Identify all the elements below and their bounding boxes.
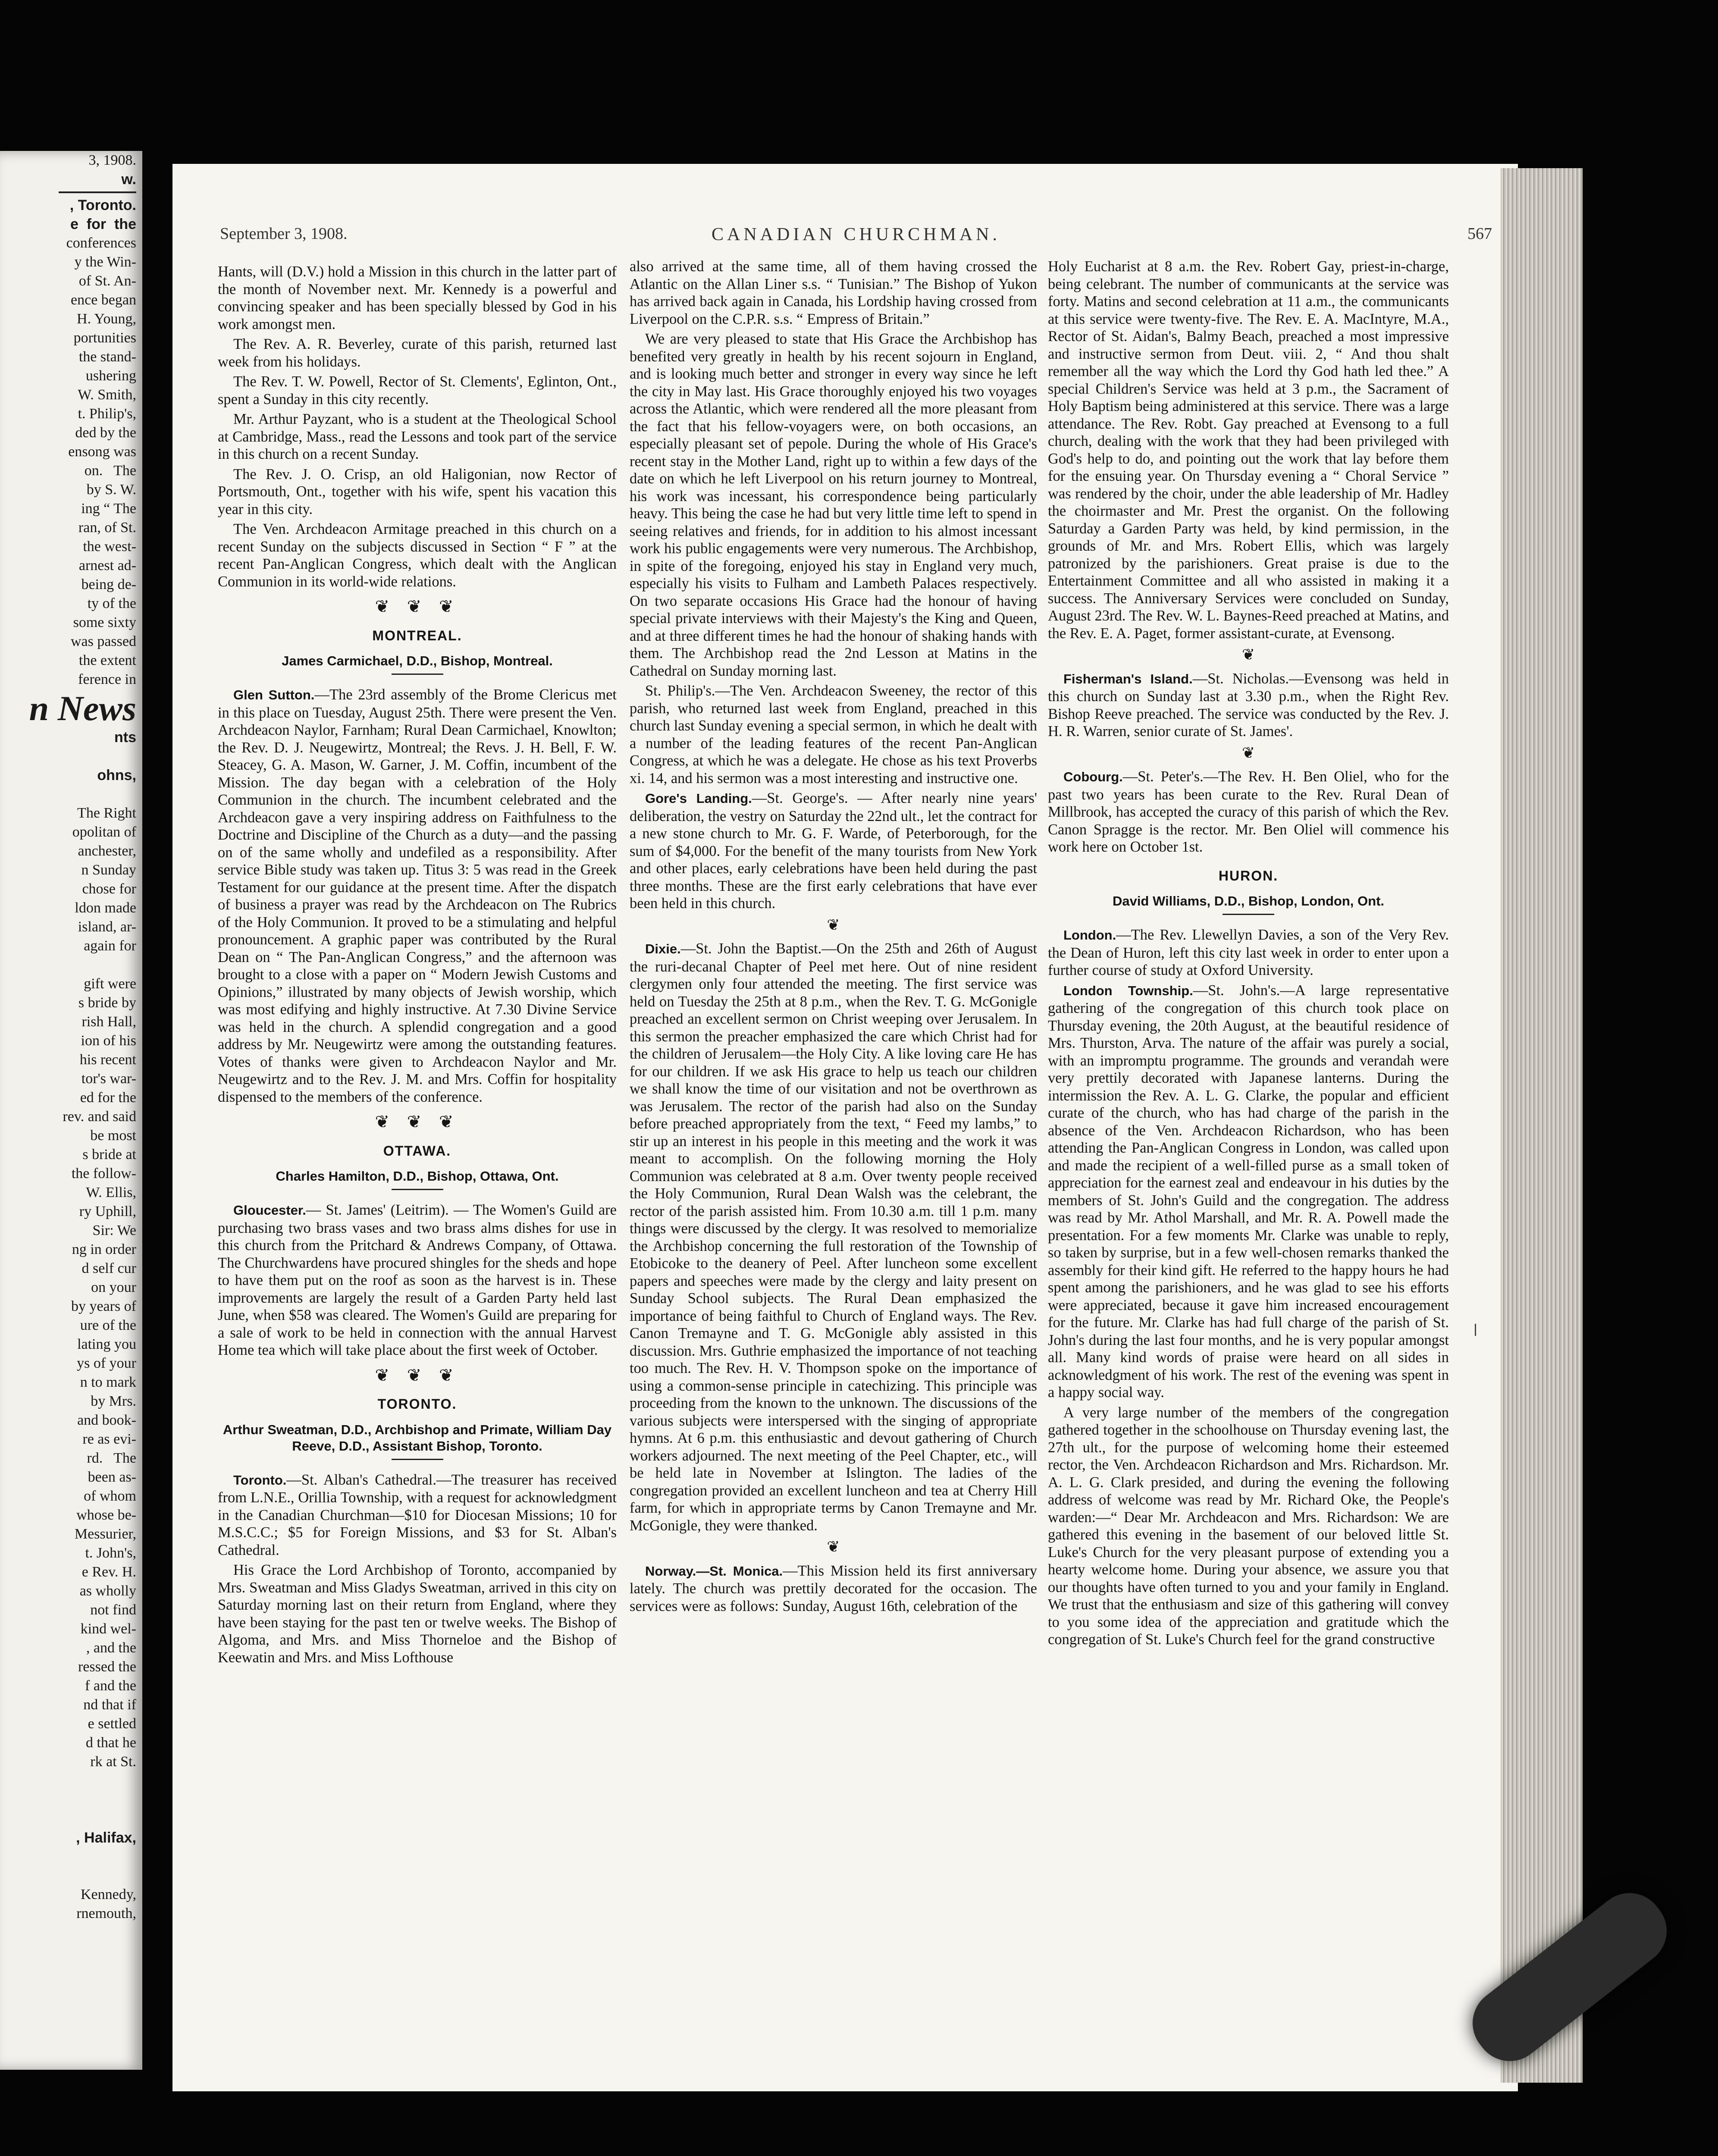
column-1 [218,263,617,1669]
previous-page-line: anchester, [78,843,136,859]
paragraph-text: —St. Alban's Cathedral.—The treasurer has received from L.N.E., Orillia Township, with a request for acknowledgment in the Canadian Churchman—$10 for Diocesan Missions; 10 for M.S.C.C.; $5 for Foreign Missions, and $3 for St. Alban's Cathedral. [218,1471,617,1558]
divider [392,1459,443,1460]
previous-page-line: the west- [83,539,136,555]
previous-page-line: w. [121,171,136,188]
section-ornament: ❦ ❦ ❦ [375,1365,460,1385]
previous-page-line: H. Young, [77,311,136,327]
previous-page-line: ushering [85,368,136,384]
paragraph-text: —St. John the Baptist.—On the 25th and 26th of August the ruri-decanal Chapter of Peel met here. Out of nine resident clergymen only four attended the meeting. The first service was held on Tuesday the 25th at 8 p.m., when the Rev. T. G. McGonigle preached an excellent sermon on Christ weeping over Jerusalem. In this sermon the preacher emphasized the care which Christ had for the children of Jerusalem—the Holy City. A like loving care He has for our children. If we ask His grace to help us teach our children we shall know the time of our visitation and not be overthrown as was Jerusalem. The rector of the parish had also on the Sunday before preached appropriately from the text, “ Feed my lambs,” to stir up an interest in his people in this meeting and the work it was meant to accomplish. On the following morning the Holy Communion was celebrated at 8 a.m. Over twenty people received the Holy Communion, Rural Dean Walsh was the celebrant, the rector of the parish assisted him. From 10.30 a.m. till 1 p.m. many things were discussed by the clergy. It was resolved to memorialize the Archbishop concerning the full restoration of the Township of Etobicoke to the deanery of Peel. After luncheon some excellent papers and speeches were made by the clergy and laity present on Sunday School subjects. The Rural Dean emphasized the importance of being faithful to Church of England ways. The Rev. Canon Tremayne and T. G. McGonigle ably assisted in this discussion. Mrs. Guthrie emphasized the importance of not teaching too much. The Rev. H. V. Thompson spoke on the importance of using a common-sense principle in catechizing. This principle was proceeding from the known to the unknown. The discussions of the various subjects were interspersed with the singing of appropriate hymns. At 6 p.m. this enthusiastic and devout gathering of Church workers adjourned. The next meeting of the Peel Chapter, etc., will be held late in November at Islington. The ladies of the congregation provided an excellent luncheon and tea at Cherry Hill farm, for which in appropriate terms by Canon Tremayne and Mr. McGonigle, they were thanked. [630,940,1037,1534]
previous-page-line: conferences [66,235,136,251]
paragraph-text: —The Rev. Llewellyn Davies, a son of the Very Rev. the Dean of Huron, left this city last week in order to enter upon a further course of study at Oxford University. [1048,927,1449,978]
previous-page-line: ran, of St. [78,520,136,536]
place-lead: Fisherman's Island. [1063,671,1193,686]
previous-page-line: f and the [85,1678,136,1694]
previous-page-line: on your [91,1279,136,1295]
previous-page-line: his recent [79,1052,136,1068]
divider [1223,914,1274,915]
previous-page-rule [59,191,136,193]
previous-page-line: , Toronto. [69,197,136,213]
divider [392,674,443,675]
previous-page-line: of whom [84,1488,136,1504]
paragraph-text: —St. George's. — After nearly nine years' deliberation, the vestry on Saturday the 22nd ult., let the contract for a new stone church to Mr. G. F. Warde, of Peterborough, for the sum of $4,000. For the benefit of the many tourists from New York and other places, early celebrations have been held during the past three months. These are the first early celebrations that have ever been held in this church. [630,790,1037,912]
paragraph: The Ven. Archdeacon Armitage preached in this church on a recent Sunday on the subjects discussed in Section “ F ” at the recent Pan-Anglican Congress, which dealt with the Anglican Communion in its world-wide relations. [218,521,617,590]
section-ornament: ❦ [827,1538,840,1556]
previous-page-line: W. Ellis, [86,1185,136,1200]
previous-page-line: d that he [85,1735,136,1751]
divider [392,1189,443,1190]
previous-page-line: ohns, [97,767,136,783]
previous-page-line: The Right [77,805,136,821]
previous-page-line: chose for [82,881,136,897]
paragraph-text: —The 23rd assembly of the Brome Clericus met in this place on Tuesday, August 25th. There were present the Ven. Archdeacon Naylor, Farnham; Rural Dean Carmichael, Knowlton; the Rev. D. J. Neugewirtz, Montreal; the Revs. J. H. Bell, F. W. Steacey, G. A. Mason, W. Garner, J. M. Coffin, incumbent of the Mission. The day began with a celebration of the Holy Communion in the church. The incumbent celebrated and the Archdeacon gave a very inspiring address on Faithfulness to the Doctrine and Discipline of the Church as a duty—and the passing on of the same wholly and undefiled as a responsibility. After service Bible study was taken up. Titus 3: 5 was read in the Greek Testament for our guidance at the present time. After the dispatch of business a prayer was read by the Archdeacon on The Rubrics of the Holy Communion. It proved to be a stimulating and helpful pronouncement. A graphic paper was contributed by the Rural Dean on “ The Pan-Anglican Congress,” and the afternoon was brought to a close with a paper on “ Modern Jewish Customs and Opinions,” illustrated by many objects of Jewish worship, which was most edifying and highly instructive. At 7.30 Divine Service was held in the church. A splendid congregation and a good address by Mr. Neugewirtz were among the outstanding features. Votes of thanks were given to Archdeacon Naylor and Mr. Neugewirtz and to the Rev. J. M. and Mrs. Coffin for hospitality dispensed to the members of the conference. [218,686,617,1105]
previous-page-line: kind wel- [80,1621,136,1637]
previous-page-line: ys of your [77,1355,136,1371]
previous-page-edge [0,151,142,2070]
previous-page-line: ence began [71,292,136,308]
book-page-edges [1501,168,1583,2083]
previous-page-line: e for the [70,216,136,232]
previous-page-line: portunities [73,330,136,346]
previous-page-line: arnest ad- [78,558,136,573]
previous-page-line: by Mrs. [91,1393,136,1409]
bishop-line-huron: David Williams, D.D., Bishop, London, Ont. [1112,893,1385,909]
paragraph: Holy Eucharist at 8 a.m. the Rev. Robert Gay, priest-in-charge, being celebrant. The number of communicants at the service was forty. Matins and second celebration at 11 a.m., the communicants at this service were twenty-five. The Rev. E. A. MacIntyre, M.A., Rector of St. Aidan's, Balmy Beach, preached a most impressive and instructive sermon from Deut. viii. 2, “ And thou shalt remember all the way which the Lord thy God hath led thee.” A special Children's Service was held at 3 p.m., the Sacrament of Holy Baptism being administered at this service. There was a large attendance. The Rev. Robt. Gay preached at Evensong to a full church, dealing with the work that they had been privileged with God's help to do, and pointing out the work that lay before them for the ensuing year. On Thursday evening a “ Choral Service ” was rendered by the choir, under the able leadership of Mr. Hadley the choirmaster and Mr. Prest the organist. On the following Saturday a Garden Party was held, by kind permission, in the grounds of Mr. and Mrs. Robert Ellis, which was largely patronized by the parishioners. Great praise is due to the Entertainment Committee and all who assisted in making it a success. The Anniversary Services were concluded on Sunday, August 23rd. The Rev. W. L. Baynes-Reed preached at Matins, and the Rev. E. A. Paget, former assistant-curate, at Evensong. [1048,258,1449,642]
previous-page-line [7,747,136,766]
previous-page-line: n News [29,689,136,728]
diocese-heading-toronto: TORONTO. [377,1396,457,1412]
previous-page-line: rev. and said [63,1109,136,1125]
place-lead: London. [1063,928,1116,943]
previous-page-line: as wholly [79,1583,136,1599]
previous-page-line: again for [84,938,136,954]
header-title: CANADIAN CHURCHMAN. [711,225,1001,244]
previous-page-line: s bride by [78,995,136,1011]
previous-page-line: Sir: We [92,1222,136,1238]
previous-page-line: by S. W. [86,482,136,498]
paragraph-gloucester [218,1201,617,1359]
place-lead: Toronto. [233,1472,287,1488]
previous-page-line: ing “ The [81,501,136,517]
paragraph: The Rev. A. R. Beverley, curate of this parish, returned last week from his holidays. [218,336,617,370]
paragraph-toronto [218,1471,617,1559]
previous-page-line: ty of the [87,595,136,611]
previous-page-line: been as- [88,1469,136,1485]
paragraph-london [1048,926,1449,979]
previous-page-line [7,1790,136,1809]
previous-page-line: y the Win- [74,254,136,270]
previous-page-line: ressed the [78,1659,136,1675]
paragraph: We are very pleased to state that His Grace the Archbishop has benefited very greatly in health by his recent sojourn in England, and is looking much better and stronger in every way since he left the city in May last. His Grace thoroughly enjoyed his two voyages across the Atlantic, which were rendered all the more pleasant from the fact that his fellow-voyagers were, on both occasions, an especially pleasant set of pepole. During the whole of His Grace's recent stay in the Mother Land, right up to within a few days of the date on which he left Liverpool on his return journey to Montreal, his work was incessant, his correspondence being particularly heavy. This being the case he had but very little time left to spend in seeing relatives and friends, for in addition to his almost incessant work his public engagements were very numerous. The Archbishop, in spite of the foregoing, enjoyed his stay in England very much, especially his visits to Fulham and Lambeth Palaces respectively. On two separate occasions His Grace had the honour of having special private interviews with their Majesty's the King and Queen, and at three different times he had the honour of shaking hands with them. The Archbishop read the 2nd Lesson at Matins in the Cathedral on Sunday morning last. [630,331,1037,679]
bishop-line-montreal: James Carmichael, D.D., Bishop, Montreal. [282,653,553,668]
previous-page-line: some sixty [73,614,136,630]
previous-page-line: , and the [86,1640,136,1656]
previous-page-line: ensong was [68,444,136,460]
previous-page-line: whose be- [76,1507,136,1523]
paragraph-text: —St. Nicholas.—Evensong was held in this church on Sunday last at 3.30 p.m., when the Right Rev. Bishop Reeve preached. The service was conducted by the Rev. J. H. R. Warren, senior curate of St. James'. [1048,670,1449,740]
previous-page-line: t. John's, [85,1545,136,1561]
paragraph-cobourg [1048,768,1449,856]
previous-page-line: gift were [84,976,136,992]
paragraph-glen-sutton [218,686,617,1106]
previous-page-line [7,1866,136,1885]
previous-page-line: of St. An- [78,273,136,289]
diocese-heading-huron: HURON. [1218,868,1279,884]
column-3 [1048,258,1449,1651]
paragraph: The Rev. J. O. Crisp, an old Haligonian, now Rector of Portsmouth, Ont., together with his wife, spent his vacation this year in this city. [218,466,617,517]
previous-page-line: tor's war- [81,1071,136,1087]
previous-page-line: Messurier, [74,1526,136,1542]
previous-page-line: d self cur [82,1260,136,1276]
paragraph: His Grace the Lord Archbishop of Toronto, accompanied by Mrs. Sweatman and Miss Gladys Sweatman, arrived in this city on Saturday morning last on their return from England, where they have been staying for the past ten or twelve weeks. The Bishop of Algoma, and Mrs. and Miss Thorneloe and the Bishop of Keewatin and Mrs. and Miss Lofthouse [218,1562,617,1666]
previous-page-line: W. Smith, [78,387,136,403]
previous-page-line [7,1809,136,1828]
paragraph-norway [630,1562,1037,1615]
previous-page-line: , Halifax, [76,1830,136,1846]
previous-page-line: rk at St. [90,1754,136,1770]
place-lead: Cobourg. [1063,769,1123,784]
paragraph: A very large number of the members of the congregation gathered together in the schoolhouse on Thursday evening last, the 27th ult., for the purpose of welcoming home their esteemed rector, the Ven. Archdeacon Richardson and Mrs. Richardson. Mr. A. L. G. Clark presided, and during the evening the following address of welcome was read by Mr. Richard Oke, the People's warden:—“ Dear Mr. Archdeacon and Mrs. Richardson: We are gathered this evening in the basement of our beloved little St. Luke's Church for the very pleasant purpose of extending you a hearty welcome home. During your absence, we assure you that our thoughts have often turned to you and your family in England. We trust that the enthusiasm and size of this gathering will convey to you some idea of the appreciation and gratitude which the congregation of St. Luke's Church feel for the grand constructive [1048,1404,1449,1648]
page-header [220,224,1492,250]
previous-page-line: s bride at [82,1147,136,1163]
place-lead: Norway.—St. Monica. [645,1563,783,1579]
previous-page-line: ion of his [81,1033,136,1049]
paragraph-fishermans-island [1048,670,1449,740]
previous-page-line: ry Uphill, [79,1203,136,1219]
previous-page-line: Kennedy, [80,1887,136,1902]
previous-page-line: and book- [77,1412,136,1428]
margin-mark [1475,1324,1476,1336]
diocese-heading-ottawa: OTTAWA. [383,1143,451,1159]
previous-page-line [7,1847,136,1866]
previous-page-line: ure of the [80,1317,136,1333]
newspaper-page [172,164,1518,2091]
diocese-heading-montreal: MONTREAL. [372,627,462,643]
bishop-line-ottawa: Charles Hamilton, D.D., Bishop, Ottawa, Ont. [276,1169,559,1184]
place-lead: Gloucester. [233,1203,306,1218]
place-lead: Dixie. [645,941,681,956]
previous-page-line: rd. The [87,1450,136,1466]
previous-page-line: ded by the [75,425,136,441]
previous-page-line: lating you [77,1336,136,1352]
previous-page-line: rish Hall, [82,1014,136,1030]
previous-page-line: e settled [88,1716,136,1732]
paragraph-gores-landing [630,790,1037,912]
previous-page-line: e Rev. H. [82,1564,136,1580]
previous-page-line: be most [90,1128,136,1144]
previous-page-line [7,956,136,975]
previous-page-line: being de- [81,577,136,592]
previous-page-line [7,785,136,804]
previous-page-line: nd that if [83,1697,136,1713]
section-ornament: ❦ ❦ ❦ [375,1112,460,1132]
previous-page-line: opolitan of [72,824,136,840]
place-lead: London Township. [1063,983,1193,998]
previous-page-line [7,1771,136,1790]
place-lead: Gore's Landing. [645,791,752,806]
header-date: September 3, 1908. [220,225,348,243]
page-number: 567 [1467,225,1492,243]
paragraph-text: —This Mission held its first anniversary lately. The church was prettily decorated for the occasion. The services were as follows: Sunday, August 16th, celebration of the [630,1562,1038,1614]
paragraph-dixie [630,940,1037,1534]
column-2 [630,258,1037,1617]
previous-page-line: nts [114,729,136,746]
previous-page-line: re as evi- [82,1431,136,1447]
paragraph-london-township [1048,982,1449,1401]
previous-page-line: n Sunday [81,862,136,878]
previous-page-line: t. Philip's, [78,406,136,422]
previous-page-line: the stand- [78,349,136,365]
previous-page-line: by years of [71,1298,136,1314]
section-ornament: ❦ [1241,646,1255,664]
previous-page-line: ference in [78,671,136,687]
section-ornament: ❦ [827,916,840,934]
paragraph: The Rev. T. W. Powell, Rector of St. Clements', Eglinton, Ont., spent a Sunday in this city recently. [218,373,617,407]
bishop-line-toronto: Arthur Sweatman, D.D., Archbishop and Primate, William Day Reeve, D.D., Assistant Bishop, Toronto. [223,1422,612,1454]
previous-page-line: was passed [70,633,136,649]
paragraph-text: —St. John's.—A large representative gathering of the congregation of this church took place on Thursday evening, the 20th August, at the beautiful residence of Mrs. Thurston, Arva. The nature of the affair was purely a social, with an impromptu programme. The grounds and verandah were very prettily decorated with Japanese lanterns. During the intermission the Rev. A. L. G. Clarke, the popular and efficient curate of the church, who has had charge of the parish in the absence of the Ven. Archdeacon Richardson, who has been attending the Pan-Anglican Congress in London, was called upon and made the recipient of a well-filled purse as a small token of appreciation for the earnest zeal and endeavour in his duties by the members of St. John's Guild and the congregation. The address was read by Mr. Athol Marshall, and Mr. R. A. Powell made the presentation. For a few moments Mr. Clarke was unable to reply, so taken by surprise, but in a few well-chosen remarks thanked the assembly for their kind gift. He referred to the happy hours he had spent among the parishioners, and he was glad to see his efforts were appreciated, because it gave him increased encouragement for the future. Mr. Clarke has had full charge of the parish of St. John's during the last four months, and he is very popular amongst all. Many kind words of praise were heard on all sides in acknowledgment of his work. The rest of the evening was spent in a happy social way. [1048,982,1449,1401]
paragraph: also arrived at the same time, all of them having crossed the Atlantic on the Allan Liner s.s. “ Tunisian.” The Bishop of Yukon has arrived back again in Canada, his Lordship having crossed from Liverpool on the C.P.R. s.s. “ Empress of Britain.” [630,258,1037,327]
paragraph: Mr. Arthur Payzant, who is a student at the Theological School at Cambridge, Mass., read the Lessons and took part of the service in this church on a recent Sunday. [218,411,617,462]
previous-page-text [7,151,136,1923]
paragraph-text: — St. James' (Leitrim). — The Women's Guild are purchasing two brass vases and two brass alms dishes for use in this church from the Pritchard & Andrews Company, of Ottawa. The Churchwardens have procured shingles for the sheds and hope to have them put on the roof as soon as the harvest is in. These improvements are largely the result of a Garden Party held last June, when $58 was cleared. The Women's Guild are preparing for a sale of work to be held in connection with the annual Harvest Home tea which will take place about the first week of October. [218,1202,617,1358]
section-ornament: ❦ ❦ ❦ [375,597,460,617]
paragraph: Hants, will (D.V.) hold a Mission in this church in the latter part of the month of November next. Mr. Kennedy is a powerful and convincing speaker and has been specially blessed by God in his work amongst men. [218,263,617,332]
previous-page-line: n to mark [80,1374,136,1390]
previous-page-line: 3, 1908. [88,152,136,168]
previous-page-line: island, ar- [78,919,136,935]
previous-page-line: ed for the [80,1090,136,1106]
place-lead: Glen Sutton. [233,687,315,702]
previous-page-line: the follow- [71,1166,136,1181]
paragraph: St. Philip's.—The Ven. Archdeacon Sweeney, the rector of this parish, who returned last week from England, preached in this church last Sunday evening a special sermon, in which he dealt with a number of the leading features of the recent Pan-Anglican Congress, at which he was a delegate. He chose as his text Proverbs xi. 14, and his sermon was a most interesting and instructive one. [630,683,1037,787]
previous-page-line: ng in order [72,1241,136,1257]
section-ornament: ❦ [1241,744,1255,762]
previous-page-line: ldon made [75,900,136,916]
previous-page-line: not find [90,1602,136,1618]
paragraph-text: —St. Peter's.—The Rev. H. Ben Oliel, who for the past two years has been curate to the Rev. Rural Dean of Millbrook, has accepted the curacy of this parish of which the Rev. Canon Spragge is the rector. Mr. Ben Oliel will commence his work here on October 1st. [1048,768,1449,855]
previous-page-line: rnemouth, [76,1905,136,1921]
previous-page-line: the extent [78,652,136,668]
previous-page-line: on. The [84,463,136,479]
